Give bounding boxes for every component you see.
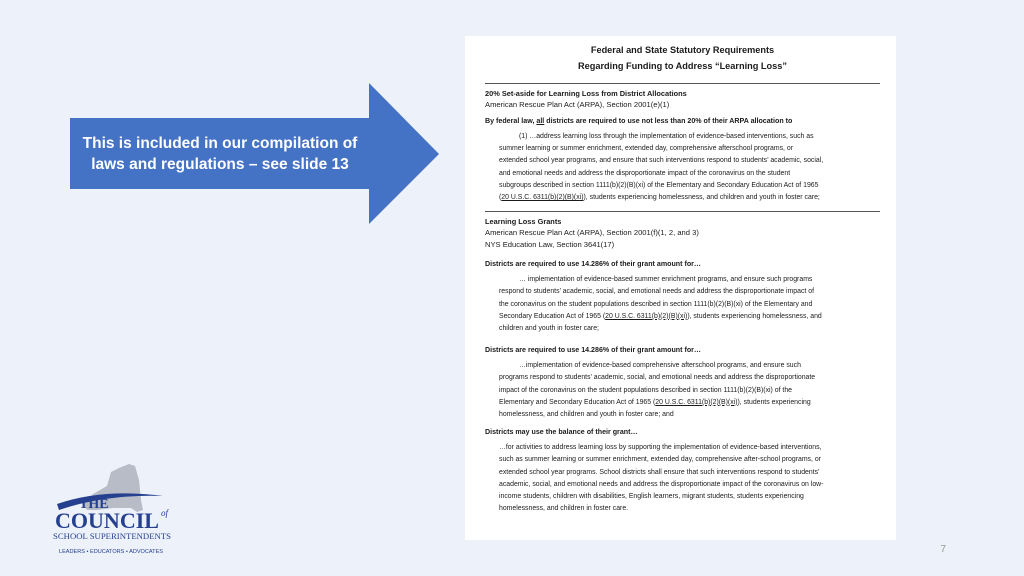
logo-of: of xyxy=(161,508,169,518)
divider xyxy=(485,83,880,84)
citation-link: 20 U.S.C. 6311(b)(2)(B)(xi) xyxy=(605,312,688,320)
lead-c: Districts may use the balance of their grant… xyxy=(485,428,638,437)
logo-the: THE xyxy=(79,497,109,512)
callout-line-2: laws and regulations – see slide 13 xyxy=(91,156,349,173)
section1-lead: By federal law, all districts are required to use not less than 20% of their ARPA allocation to xyxy=(485,117,793,125)
callout-text xyxy=(70,118,370,190)
doc-title-line-1: Federal and State Statutory Requirements xyxy=(590,45,775,55)
logo-council: COUNCIL xyxy=(55,508,159,533)
section2-sub-1: American Rescue Plan Act (ARPA), Section 2001(f)(1, 2, and 3) xyxy=(485,228,699,238)
council-logo xyxy=(53,460,183,560)
callout-line-1: This is included in our compilation of xyxy=(82,135,358,152)
lead-a: Districts are required to use 14.286% of their grant amount for… xyxy=(485,260,702,269)
logo-name: SCHOOL SUPERINTENDENTS xyxy=(53,532,171,541)
logo-tagline: LEADERS • EDUCATORS • ADVOCATES xyxy=(59,549,164,555)
paragraph-c: …for activities to address learning loss by supporting the implementation of evidence-based interventions, such as summer learning or summer enrichment, extended day, comprehensive after-school programs, or extended school year programs. School districts shall ensure that such interventions respond to students’ academic, social, and emotional needs and address the disproportionate impact of the coronavirus on low- income students, children with disabilities, English learners, migrant students, students experiencing homelessness, and children in foster care. xyxy=(499,444,824,513)
paragraph-a: … implementation of evidence-based summer enrichment programs, and ensure such programs respond to students’ academic, social, and emotional needs and address the disproportionate impact of the coronavirus on the student populations described in section 1111(b)(2)(B)(xi) of the Elementary and Secondary Education Act of 1965 (20 U.S.C. 6311(b)(2)(B)(xi)), students experiencing homelessness, and children and youth in foster care; xyxy=(499,276,822,333)
lead-b: Districts are required to use 14.286% of their grant amount for… xyxy=(485,346,702,355)
doc-title-line-2: Regarding Funding to Address “Learning Loss” xyxy=(578,61,787,71)
citation-link: 20 U.S.C. 6311(b)(2)(B)(xi) xyxy=(501,194,584,202)
section1-heading: 20% Set-aside for Learning Loss from District Allocations xyxy=(485,89,687,98)
paragraph-b: …implementation of evidence-based comprehensive afterschool programs, and ensure such programs respond to students’ academic, social, and emotional needs and address the disproportionate impact of the coronavirus on the student populations described in section 1111(b)(2)(B)(xi) of the Elementary and Secondary Education Act of 1965 (20 U.S.C. 6311(b)(2)(B)(xi)), students experiencing homelessness, and children and youth in foster care; and xyxy=(499,362,816,419)
divider xyxy=(485,211,880,212)
citation-link: 20 U.S.C. 6311(b)(2)(B)(xi) xyxy=(655,398,738,406)
section1-paragraph: (1) …address learning loss through the implementation of evidence-based interventions, such as summer learning or summer enrichment, extended day, comprehensive afterschool programs, or extended school year programs, and ensure that such interventions respond to students’ academic, social, and emotional needs and address the disproportionate impact of the coronavirus on the student subgroups described in section 1111(b)(2)(B)(xi) of the Elementary and Secondary Education Act of 1965 (20 U.S.C. 6311(b)(2)(B)(xi)), students experiencing homelessness, and children and youth in foster care; xyxy=(499,133,824,202)
statute-document xyxy=(465,36,896,540)
section1-subheading: American Rescue Plan Act (ARPA), Section 2001(e)(1) xyxy=(485,100,670,109)
page-number: 7 xyxy=(940,544,946,555)
section2-heading: Learning Loss Grants xyxy=(485,217,562,227)
section2-sub-2: NYS Education Law, Section 3641(17) xyxy=(485,240,615,250)
